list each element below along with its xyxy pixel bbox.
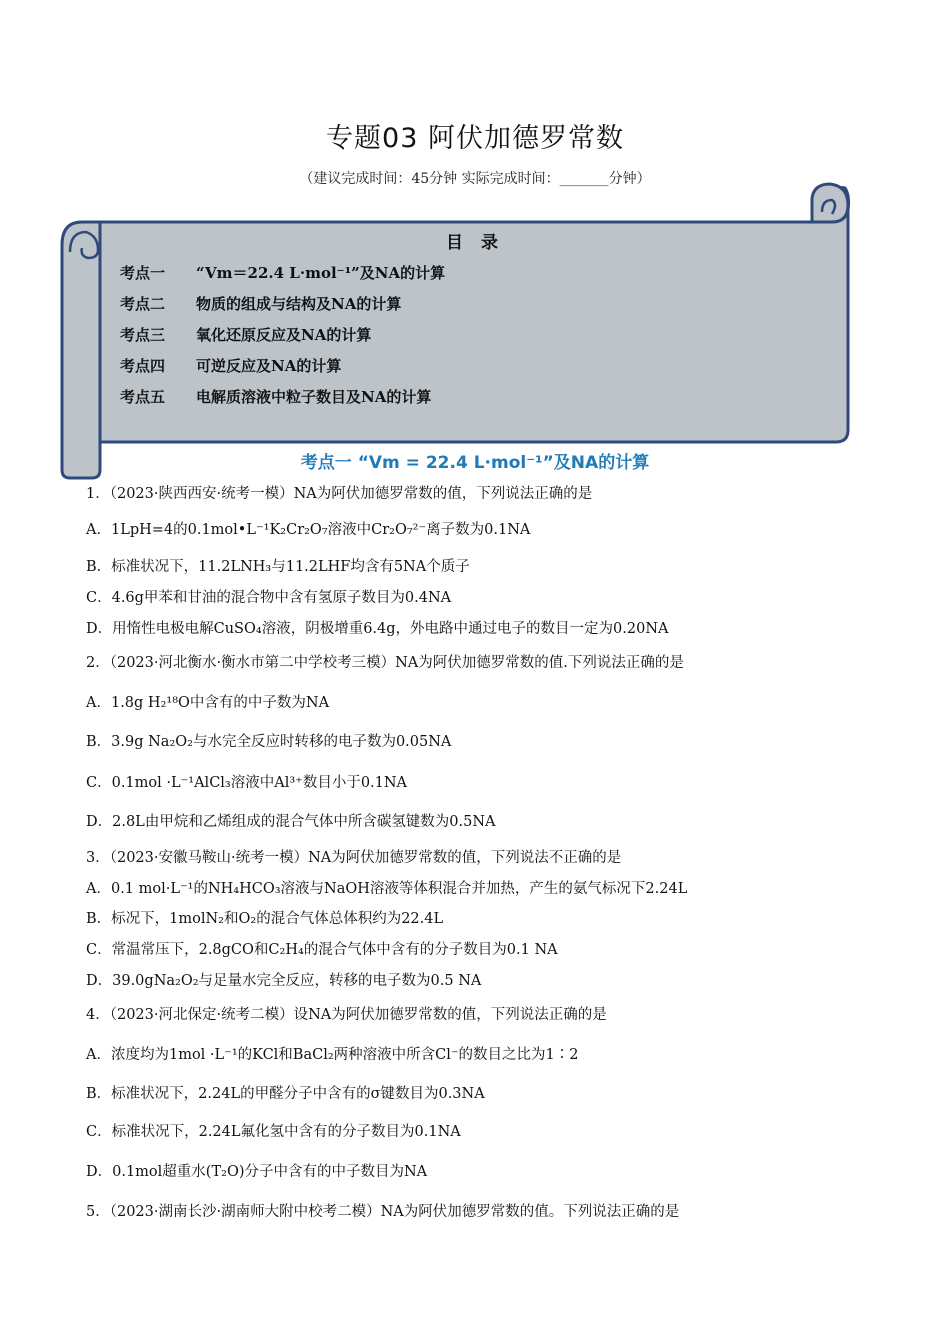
answer-option: B．标况下，1molN₂和O₂的混合气体总体积约为22.4L	[86, 911, 444, 927]
question-stem: 5．（2023·湖南长沙·湖南师大附中校考二模）NA为阿伏加德罗常数的值。下列说法正确的是	[86, 1204, 680, 1220]
question-stem: 3．（2023·安徽马鞍山·统考一模）NA为阿伏加德罗常数的值，下列说法不正确的是	[86, 850, 622, 866]
toc-item[interactable]	[120, 262, 445, 293]
answer-option: A．0.1 mol·L⁻¹的NH₄HCO₃溶液与NaOH溶液等体积混合并加热，产生的氨气标况下2.24L	[86, 881, 688, 897]
answer-option: D．39.0gNa₂O₂与足量水完全反应，转移的电子数为0.5 NA	[86, 973, 482, 989]
toc-item-key: 考点三	[120, 326, 166, 344]
toc-item[interactable]	[120, 293, 445, 324]
answer-option: B．标准状况下，11.2LNH₃与11.2LHF均含有5NA个质子	[86, 559, 470, 575]
question-stem: 4．（2023·河北保定·统考二模）设NA为阿伏加德罗常数的值，下列说法正确的是	[86, 1007, 607, 1023]
answer-option: A．1.8g H₂¹⁸O中含有的中子数为NA	[86, 695, 330, 711]
answer-option: C．标准状况下，2.24L氟化氢中含有的分子数目为0.1NA	[86, 1124, 461, 1140]
toc-item-text: “Vm＝22.4 L·mol⁻¹”及NA的计算	[196, 264, 446, 282]
answer-option: A．1LpH=4的0.1mol•L⁻¹K₂Cr₂O₇溶液中Cr₂O₇²⁻离子数为0.1NA	[86, 522, 531, 538]
answer-option: A．浓度均为1mol ·L⁻¹的KCl和BaCl₂两种溶液中所含Cl⁻的数目之比为1∶2	[86, 1047, 579, 1063]
toc-item[interactable]	[120, 355, 445, 386]
answer-option: C．0.1mol ·L⁻¹AlCl₃溶液中Al³⁺数目小于0.1NA	[86, 775, 408, 791]
page-title: 专题03 阿伏加德罗常数	[326, 123, 624, 154]
answer-option: C．常温常压下，2.8gCO和C₂H₄的混合气体中含有的分子数目为0.1 NA	[86, 942, 558, 958]
answer-option: D．用惰性电极电解CuSO₄溶液，阴极增重6.4g，外电路中通过电子的数目一定为0.20NA	[86, 621, 669, 637]
toc-item-key: 考点二	[120, 295, 166, 313]
toc-item-text: 氧化还原反应及NA的计算	[196, 326, 372, 344]
toc-item[interactable]	[120, 324, 445, 355]
question-stem: 1．（2023·陕西西安·统考一模）NA为阿伏加德罗常数的值，下列说法正确的是	[86, 486, 593, 502]
toc-item-text: 可逆反应及NA的计算	[196, 357, 342, 375]
answer-option: D．2.8L由甲烷和乙烯组成的混合气体中所含碳氢键数为0.5NA	[86, 814, 496, 830]
toc-item-key: 考点五	[120, 388, 166, 406]
time-note: （建议完成时间：45分钟 实际完成时间：_______分钟）	[299, 171, 651, 187]
toc-item-key: 考点四	[120, 357, 166, 375]
answer-option: D．0.1mol超重水(T₂O)分子中含有的中子数目为NA	[86, 1164, 428, 1180]
section-heading: 考点一 “Vm = 22.4 L·mol⁻¹”及NA的计算	[300, 453, 650, 473]
toc-list	[120, 262, 445, 417]
toc-item-text: 电解质溶液中粒子数目及NA的计算	[196, 388, 432, 406]
toc-item-key: 考点一	[120, 264, 166, 282]
answer-option: B．3.9g Na₂O₂与水完全反应时转移的电子数为0.05NA	[86, 734, 452, 750]
toc-item[interactable]	[120, 386, 445, 417]
question-stem: 2．（2023·河北衡水·衡水市第二中学校考三模）NA为阿伏加德罗常数的值.下列说法正确的是	[86, 655, 684, 671]
answer-option: B．标准状况下，2.24L的甲醛分子中含有的σ键数目为0.3NA	[86, 1086, 485, 1102]
answer-option: C．4.6g甲苯和甘油的混合物中含有氢原子数目为0.4NA	[86, 590, 452, 606]
toc-item-text: 物质的组成与结构及NA的计算	[196, 295, 402, 313]
toc-title: 目 录	[446, 233, 504, 253]
